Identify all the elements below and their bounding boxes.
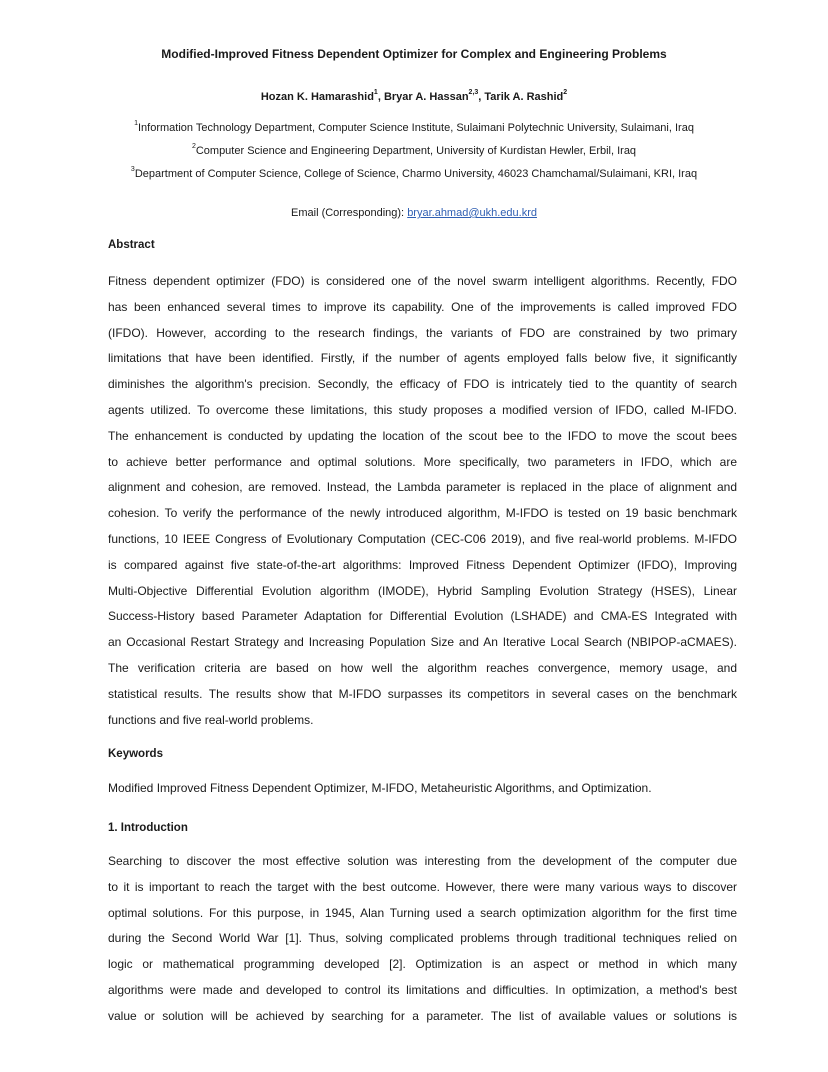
text-line: value or solution will be achieved by searching for a parameter. The list of available values or solutions is bbox=[108, 1008, 737, 1023]
affiliation-line bbox=[0, 143, 828, 159]
author-affiliation-mark: 1 bbox=[373, 89, 378, 97]
author-name: Hozan K. Hamarashid bbox=[260, 91, 374, 103]
text-line: (IFDO). However, according to the research findings, the variants of FDO are constrained by two primary bbox=[108, 325, 737, 340]
text-line: alignment and cohesion, are removed. Instead, the Lambda parameter is replaced in the place of alignment and bbox=[108, 480, 737, 495]
affiliation-line bbox=[0, 166, 828, 182]
text-line: agents utilized. To overcome these limitations, this study proposes a modified version of IFDO, called M-IFDO. bbox=[108, 402, 737, 417]
author-list bbox=[0, 89, 828, 105]
affiliation-line bbox=[0, 120, 828, 136]
text-line: statistical results. The results show that M-IFDO surpasses its competitors in several cases on the benchmark bbox=[108, 686, 737, 701]
author-affiliation-mark: 2,3 bbox=[468, 89, 479, 97]
text-line: has been enhanced several times to improve its capability. One of the improvements is called improved FDO bbox=[108, 299, 737, 314]
text-line: functions and five real-world problems. bbox=[108, 712, 314, 727]
text-line: logic or mathematical programming developed [2]. Optimization is an aspect or method in which many bbox=[108, 957, 737, 972]
text-line: limitations that have been identified. Firstly, if the number of agents employed falls below five, it significantly bbox=[108, 351, 737, 366]
author-separator: , bbox=[377, 91, 384, 103]
keywords-heading: Keywords bbox=[108, 748, 163, 760]
introduction-heading: 1. Introduction bbox=[108, 822, 188, 834]
text-line: Success-History based Parameter Adaptation for Differential Evolution (LSHADE) and CMA-ES Integrated with bbox=[108, 609, 737, 624]
text-line: an Occasional Restart Strategy and Increasing Population Size and An Iterative Local Search (NBIPOP-aCMAES). bbox=[108, 635, 737, 650]
affiliation-mark: 2 bbox=[191, 143, 196, 151]
affiliation-text: Information Technology Department, Computer Science Institute, Sulaimani Polytechnic University, Sulaimani, Iraq bbox=[137, 122, 694, 134]
text-line: Fitness dependent optimizer (FDO) is considered one of the novel swarm intelligent algorithms. Recently, FDO bbox=[108, 274, 737, 288]
text-line: algorithms were made and developed to control its limitations and difficulties. In optimization, a method's best bbox=[108, 982, 737, 997]
affiliation-text: Department of Computer Science, College of Science, Charmo University, 46023 Chamchamal/Sulaimani, KRI, Iraq bbox=[134, 168, 698, 180]
paper-title: Modified-Improved Fitness Dependent Optimizer for Complex and Engineering Problems bbox=[161, 47, 667, 61]
text-line: to achieve better performance and optimal solutions. More specifically, two parameters in IFDO, which are bbox=[108, 454, 737, 469]
email-link[interactable]: bryar.ahmad@ukh.edu.krd bbox=[407, 207, 537, 219]
affiliation-mark: 3 bbox=[130, 166, 135, 174]
keywords-text: Modified Improved Fitness Dependent Optimizer, M-IFDO, Metaheuristic Algorithms, and Optimization. bbox=[108, 781, 652, 795]
text-line: Searching to discover the most effective solution was interesting from the development of the computer due bbox=[108, 854, 737, 868]
affiliation-text: Computer Science and Engineering Department, University of Kurdistan Hewler, Erbil, Iraq bbox=[195, 145, 637, 157]
text-line: diminishes the algorithm's precision. Secondly, the efficacy of FDO is intricately tied to the quantity of search bbox=[108, 377, 737, 392]
email-label: Email (Corresponding): bbox=[291, 207, 405, 219]
corresponding-email bbox=[0, 205, 828, 221]
author-separator: , bbox=[478, 91, 485, 103]
author-affiliation-mark: 2 bbox=[563, 89, 568, 97]
affiliation-mark: 1 bbox=[134, 120, 138, 128]
text-line: to it is important to reach the target with the best outcome. However, there were many various ways to discover bbox=[108, 879, 737, 894]
text-line: The verification criteria are based on how well the algorithm reaches convergence, memory usage, and bbox=[108, 660, 737, 675]
text-line: is compared against five state-of-the-art algorithms: Improved Fitness Dependent Optimizer (IFDO), Improving bbox=[108, 557, 737, 572]
keywords-body bbox=[108, 776, 737, 802]
text-line: Multi-Objective Differential Evolution algorithm (IMODE), Hybrid Sampling Evolution Strategy (HSES), Linear bbox=[108, 583, 737, 598]
abstract-body bbox=[108, 269, 737, 733]
author-name: Tarik A. Rashid bbox=[484, 91, 564, 103]
introduction-body bbox=[108, 849, 737, 1030]
text-line: during the Second World War [1]. Thus, solving complicated problems through traditional techniques relied on bbox=[108, 931, 737, 946]
text-line: The enhancement is conducted by updating the location of the scout bee to the IFDO to move the scout bees bbox=[108, 428, 737, 443]
author-name: Bryar A. Hassan bbox=[383, 91, 469, 103]
text-line: optimal solutions. For this purpose, in 1945, Alan Turning used a search optimization algorithm for the first time bbox=[108, 905, 737, 920]
text-line: functions, 10 IEEE Congress of Evolutionary Computation (CEC-C06 2019), and five real-world problems. M-IFDO bbox=[108, 531, 737, 546]
text-line: cohesion. To verify the performance of the newly introduced algorithm, M-IFDO is tested on 19 basic benchmark bbox=[108, 506, 737, 521]
abstract-heading: Abstract bbox=[108, 239, 155, 251]
